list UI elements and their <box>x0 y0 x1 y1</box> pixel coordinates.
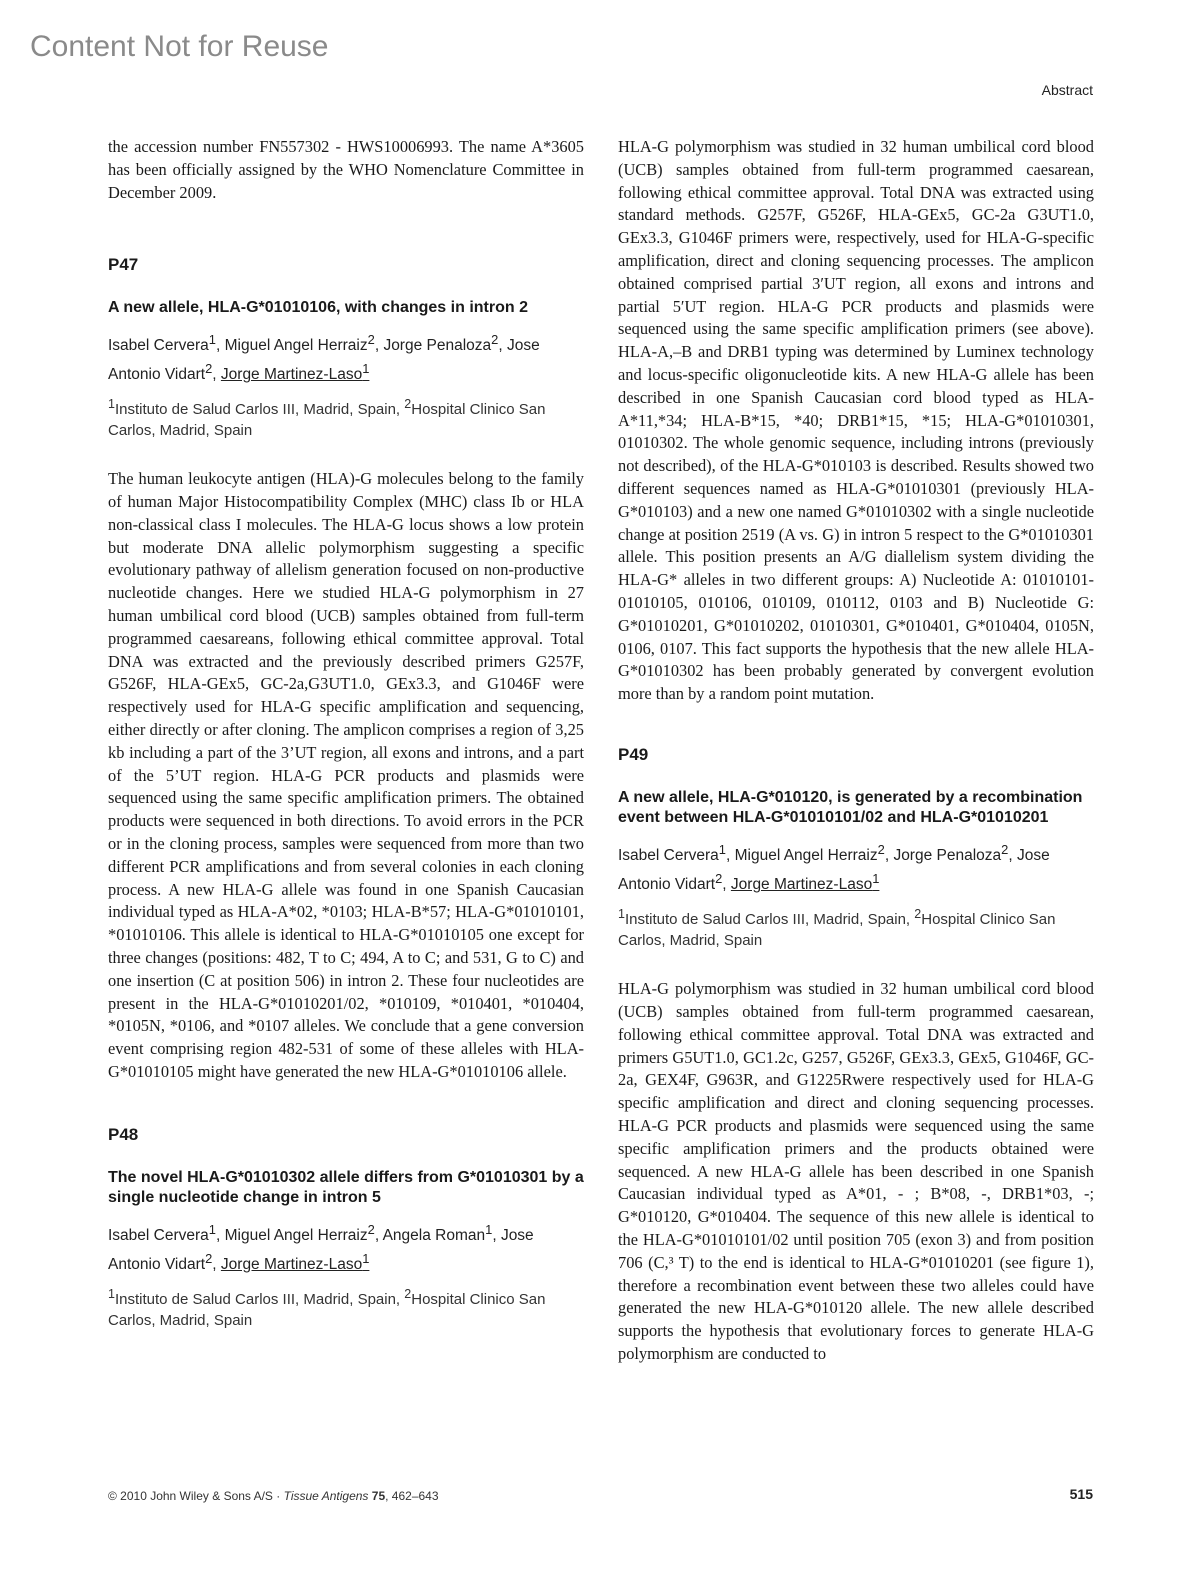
author-affiliation-mark: 1 <box>208 1221 216 1237</box>
author-name <box>108 1221 216 1244</box>
author-affiliation-mark: 2 <box>715 871 723 887</box>
author-name-text: Jorge Martinez-Laso <box>730 876 873 894</box>
author-name-text: Angela Roman <box>382 1226 486 1244</box>
author-affiliation-mark: 2 <box>205 361 213 377</box>
affiliations-p49 <box>618 904 1094 951</box>
abstract-title-p49: A new allele, HLA-G*010120, is generated by a recombination event between HLA-G*01010101/02 and HLA-G*01010201 <box>618 788 1083 827</box>
watermark: Content Not for Reuse <box>30 30 329 63</box>
affiliation-mark: 1 <box>108 397 115 412</box>
author-separator: , <box>722 876 731 894</box>
abstract-title-p47: A new allele, HLA-G*01010106, with changes in intron 2 <box>108 299 528 317</box>
author-name-text: Jose Antonio Vidart <box>108 337 540 384</box>
author-name <box>382 1221 493 1244</box>
author-separator: , <box>215 1226 225 1244</box>
running-head: Abstract <box>1041 82 1093 98</box>
author-name <box>220 361 370 384</box>
author-separator: , <box>374 337 384 355</box>
author-separator: , <box>1008 847 1017 865</box>
affiliation-text: Hospital Clinico San Carlos, Madrid, Spain <box>108 401 546 439</box>
affiliation-text: Instituto de Salud Carlos III, Madrid, Spain, <box>114 1291 405 1309</box>
author-name <box>224 1221 375 1244</box>
author-affiliation-mark: 1 <box>718 841 726 857</box>
author-separator: , <box>215 337 225 355</box>
author-affiliation-mark: 2 <box>877 841 885 857</box>
footer-volume: 75 <box>371 1489 386 1503</box>
author-affiliation-mark: 1 <box>485 1221 493 1237</box>
author-name <box>618 841 726 865</box>
author-name-text: Jorge Penaloza <box>383 337 492 355</box>
author-name <box>108 331 216 355</box>
footer-copyright: © 2010 John Wiley & Sons A/S · <box>108 1489 284 1503</box>
author-separator: , <box>498 337 507 355</box>
author-affiliation-mark: 2 <box>367 1221 375 1237</box>
author-name-text: Isabel Cervera <box>618 847 719 865</box>
author-affiliation-mark: 2 <box>205 1250 213 1266</box>
author-name-text: Isabel Cervera <box>108 337 209 355</box>
author-affiliation-mark: 2 <box>367 331 375 347</box>
affiliation-mark: 1 <box>108 1287 115 1302</box>
authors-p49 <box>618 838 1094 896</box>
abstract-title-p48: The novel HLA-G*01010302 allele differs from G*01010301 by a single nucleotide change in intron 5 <box>108 1168 584 1207</box>
author-affiliation-mark: 1 <box>362 361 370 377</box>
author-name <box>220 1250 370 1274</box>
affiliation-text: Instituto de Salud Carlos III, Madrid, Spain, <box>114 401 405 419</box>
affiliation-mark: 2 <box>404 397 412 412</box>
author-separator: , <box>725 847 735 865</box>
abstract-body-p47: The human leukocyte antigen (HLA)-G molecules belong to the family of human Major Histocompatibility Complex (MHC) class Ib or HLA non-classical class I molecules. The HLA-G locus shows a low protein but moderate DNA allelic polymorphism suggesting a specific evolutionary pathway of allelism generation focused on non-productive nucleotide changes. Here we studied HLA-G polymorphism in 27 human umbilical cord blood (UCB) samples obtained from full-term programmed caesareans, following ethical committee approval. Total DNA was extracted and the previously described primers G257F, G526F, HLA-GEx5, GC-2a,G3UT1.0, GEx3.3, and G1046F were respectively used for HLA-G specific amplification and sequencing, either directly or after cloning. The amplicon comprises a region of 3,25 kb including a part of the 3’UT region, all exons and introns, and a part of the 5’UT region. HLA-G PCR products and plasmids were sequenced using the same specific amplification primers. The obtained products were sequenced in both directions. To avoid errors in the PCR or in the cloning process, samples were sequenced from more than two different PCR amplifications and from several colonies in each cloning process. A new HLA-G allele was found in one Spanish Caucasian individual typed as HLA-A*02, *0103; HLA-B*57; HLA-G*01010101, *01010106. This allele is identical to HLA-G*01010105 one except for three changes (positions: 482, T to C; 494, A to C; and 531, G to C) and one insertion (C at position 506) in intron 2. These four nucleotides are present in the HLA-G*01010201/02, *010109, *010401, *010404, *0105N, *0106, and *0107 alleles. We conclude that a gene conversion event comprising region 482-531 of some of these alleles with HLA-G*01010105 might have generated the new HLA-G*01010106 allele. <box>108 469 584 1081</box>
footer-citation <box>108 1489 439 1503</box>
author-name-text: Jorge Penaloza <box>893 847 1002 865</box>
author-separator: , <box>212 1256 221 1274</box>
author-affiliation-mark: 2 <box>491 331 499 347</box>
authors-p48 <box>108 1218 584 1276</box>
abstract-body-p48: HLA-G polymorphism was studied in 32 human umbilical cord blood (UCB) samples obtained from full-term programmed caesarean, following ethical committee approval. Total DNA was extracted using standard methods. G257F, G526F, HLA-GEx5, GC-2a G3UT1.0, GEx3.3, G1046F primers were, respectively, used for HLA-G-specific amplification, direct and cloning sequencing processes. The amplicon obtained comprised partial 3′UT region, all exons and introns and partial 5′UT region. HLA-G PCR products and plasmids were sequenced using the same specific amplification primers (see above). HLA-A,–B and DRB1 typing was determined by Luminex technology and locus-specific oligonucleotide kits. A new HLA-G allele has been described in one Spanish Caucasian cord blood typed as HLA-A*11,*34; HLA-B*15, *40; DRB1*15, *15; HLA-G*01010301, 01010302. The whole genomic sequence, including introns (previously not described), of the HLA-G*010103 is described. Results showed two different sequences named as HLA-G*01010301 (previously HLA-G*010103) and a new one named G*01010302 with a single nucleotide change at position 2519 (A vs. G) in intron 5 respect to the G*01010301 allele. This position presents an A/G diallelism system dividing the HLA-G* alleles in two different groups: A) Nucleotide A: 01010101- 01010105, 010106, 010109, 010112, 0103 and B) Nucleotide G: G*01010201, G*01010202, 01010301, G*010401, G*010404, 0105N, 0106, 0107. This fact supports the hypothesis that the new allele HLA-G*01010302 has been probably generated by convergent evolution more than by a random point mutation. <box>618 137 1094 704</box>
authors-p47 <box>108 328 584 386</box>
author-separator: , <box>212 366 221 384</box>
author-name <box>383 331 499 355</box>
affiliations-p47 <box>108 394 584 441</box>
abstract-id-p47: P47 <box>108 255 139 275</box>
author-affiliation-mark: 1 <box>362 1250 370 1266</box>
author-name <box>224 331 375 355</box>
left-column <box>108 136 584 1331</box>
author-name <box>734 841 885 865</box>
author-separator: , <box>374 1226 383 1244</box>
author-name-text: Isabel Cervera <box>108 1226 209 1244</box>
page-number: 515 <box>1069 1486 1093 1502</box>
author-name-text: Jorge Martinez-Laso <box>220 366 363 384</box>
affiliation-text: Hospital Clinico San Carlos, Madrid, Spain <box>108 1291 546 1329</box>
affiliation-mark: 2 <box>914 907 922 922</box>
author-affiliation-mark: 2 <box>1001 841 1009 857</box>
author-name-text: Jose Antonio Vidart <box>108 1226 534 1274</box>
author-separator: , <box>884 847 894 865</box>
author-name-text: Miguel Angel Herraiz <box>734 847 878 865</box>
author-affiliation-mark: 1 <box>872 871 880 887</box>
author-separator: , <box>492 1226 501 1244</box>
author-name-text: Miguel Angel Herraiz <box>224 1226 368 1244</box>
author-name-text: Miguel Angel Herraiz <box>224 337 368 355</box>
author-name-text: Jose Antonio Vidart <box>618 847 1050 894</box>
affiliation-text: Instituto de Salud Carlos III, Madrid, Spain, <box>624 911 915 929</box>
author-name <box>730 871 880 894</box>
affiliation-text: Hospital Clinico San Carlos, Madrid, Spain <box>618 911 1056 949</box>
right-column <box>618 136 1094 1366</box>
affiliations-p48 <box>108 1284 584 1331</box>
abstract-id-p49: P49 <box>618 744 649 764</box>
abstract-body-p49: HLA-G polymorphism was studied in 32 human umbilical cord blood (UCB) samples obtained from full-term programmed caesarean, following ethical committee approval. Total DNA was extracted and primers G5UT1.0, GC1.2c, G257, G526F, GEx3.3, GEx5, G1046F, GC-2a, GEX4F, G963R, and G1225Rwere respectively used for HLA-G specific amplification and direct and cloning sequencing processes. HLA-G PCR products and plasmids were sequenced using the same specific amplification primers and the products obtained were sequenced. A new HLA-G allele has been described in one Spanish Caucasian individual typed as A*01, - ; B*08, -, DRB1*03, -; G*010120, G*010404. The sequence of this new allele is identical to the HLA-G*01010101/02 until position 705 (exon 3) and from position 706 (C,³ T) to the end is identical to HLA-G*01010201 (see figure 1), therefore a recombination event between these two alleles could have generated the new HLA-G*010120 allele. The new allele described supports the hypothesis that evolutionary forces to generate HLA-G polymorphism are conducted to <box>618 979 1094 1363</box>
footer-pages: , 462–643 <box>385 1489 439 1503</box>
author-name <box>893 841 1009 865</box>
footer-journal: Tissue Antigens <box>283 1489 369 1503</box>
affiliation-mark: 2 <box>404 1287 412 1302</box>
continued-abstract-text: the accession number FN557302 - HWS10006993. The name A*3605 has been officially assigned by the WHO Nomenclature Committee in December 2009. <box>108 137 584 202</box>
author-name-text: Jorge Martinez-Laso <box>220 1256 363 1274</box>
abstract-id-p48: P48 <box>108 1124 139 1144</box>
affiliation-mark: 1 <box>618 907 625 922</box>
author-affiliation-mark: 1 <box>208 331 216 347</box>
